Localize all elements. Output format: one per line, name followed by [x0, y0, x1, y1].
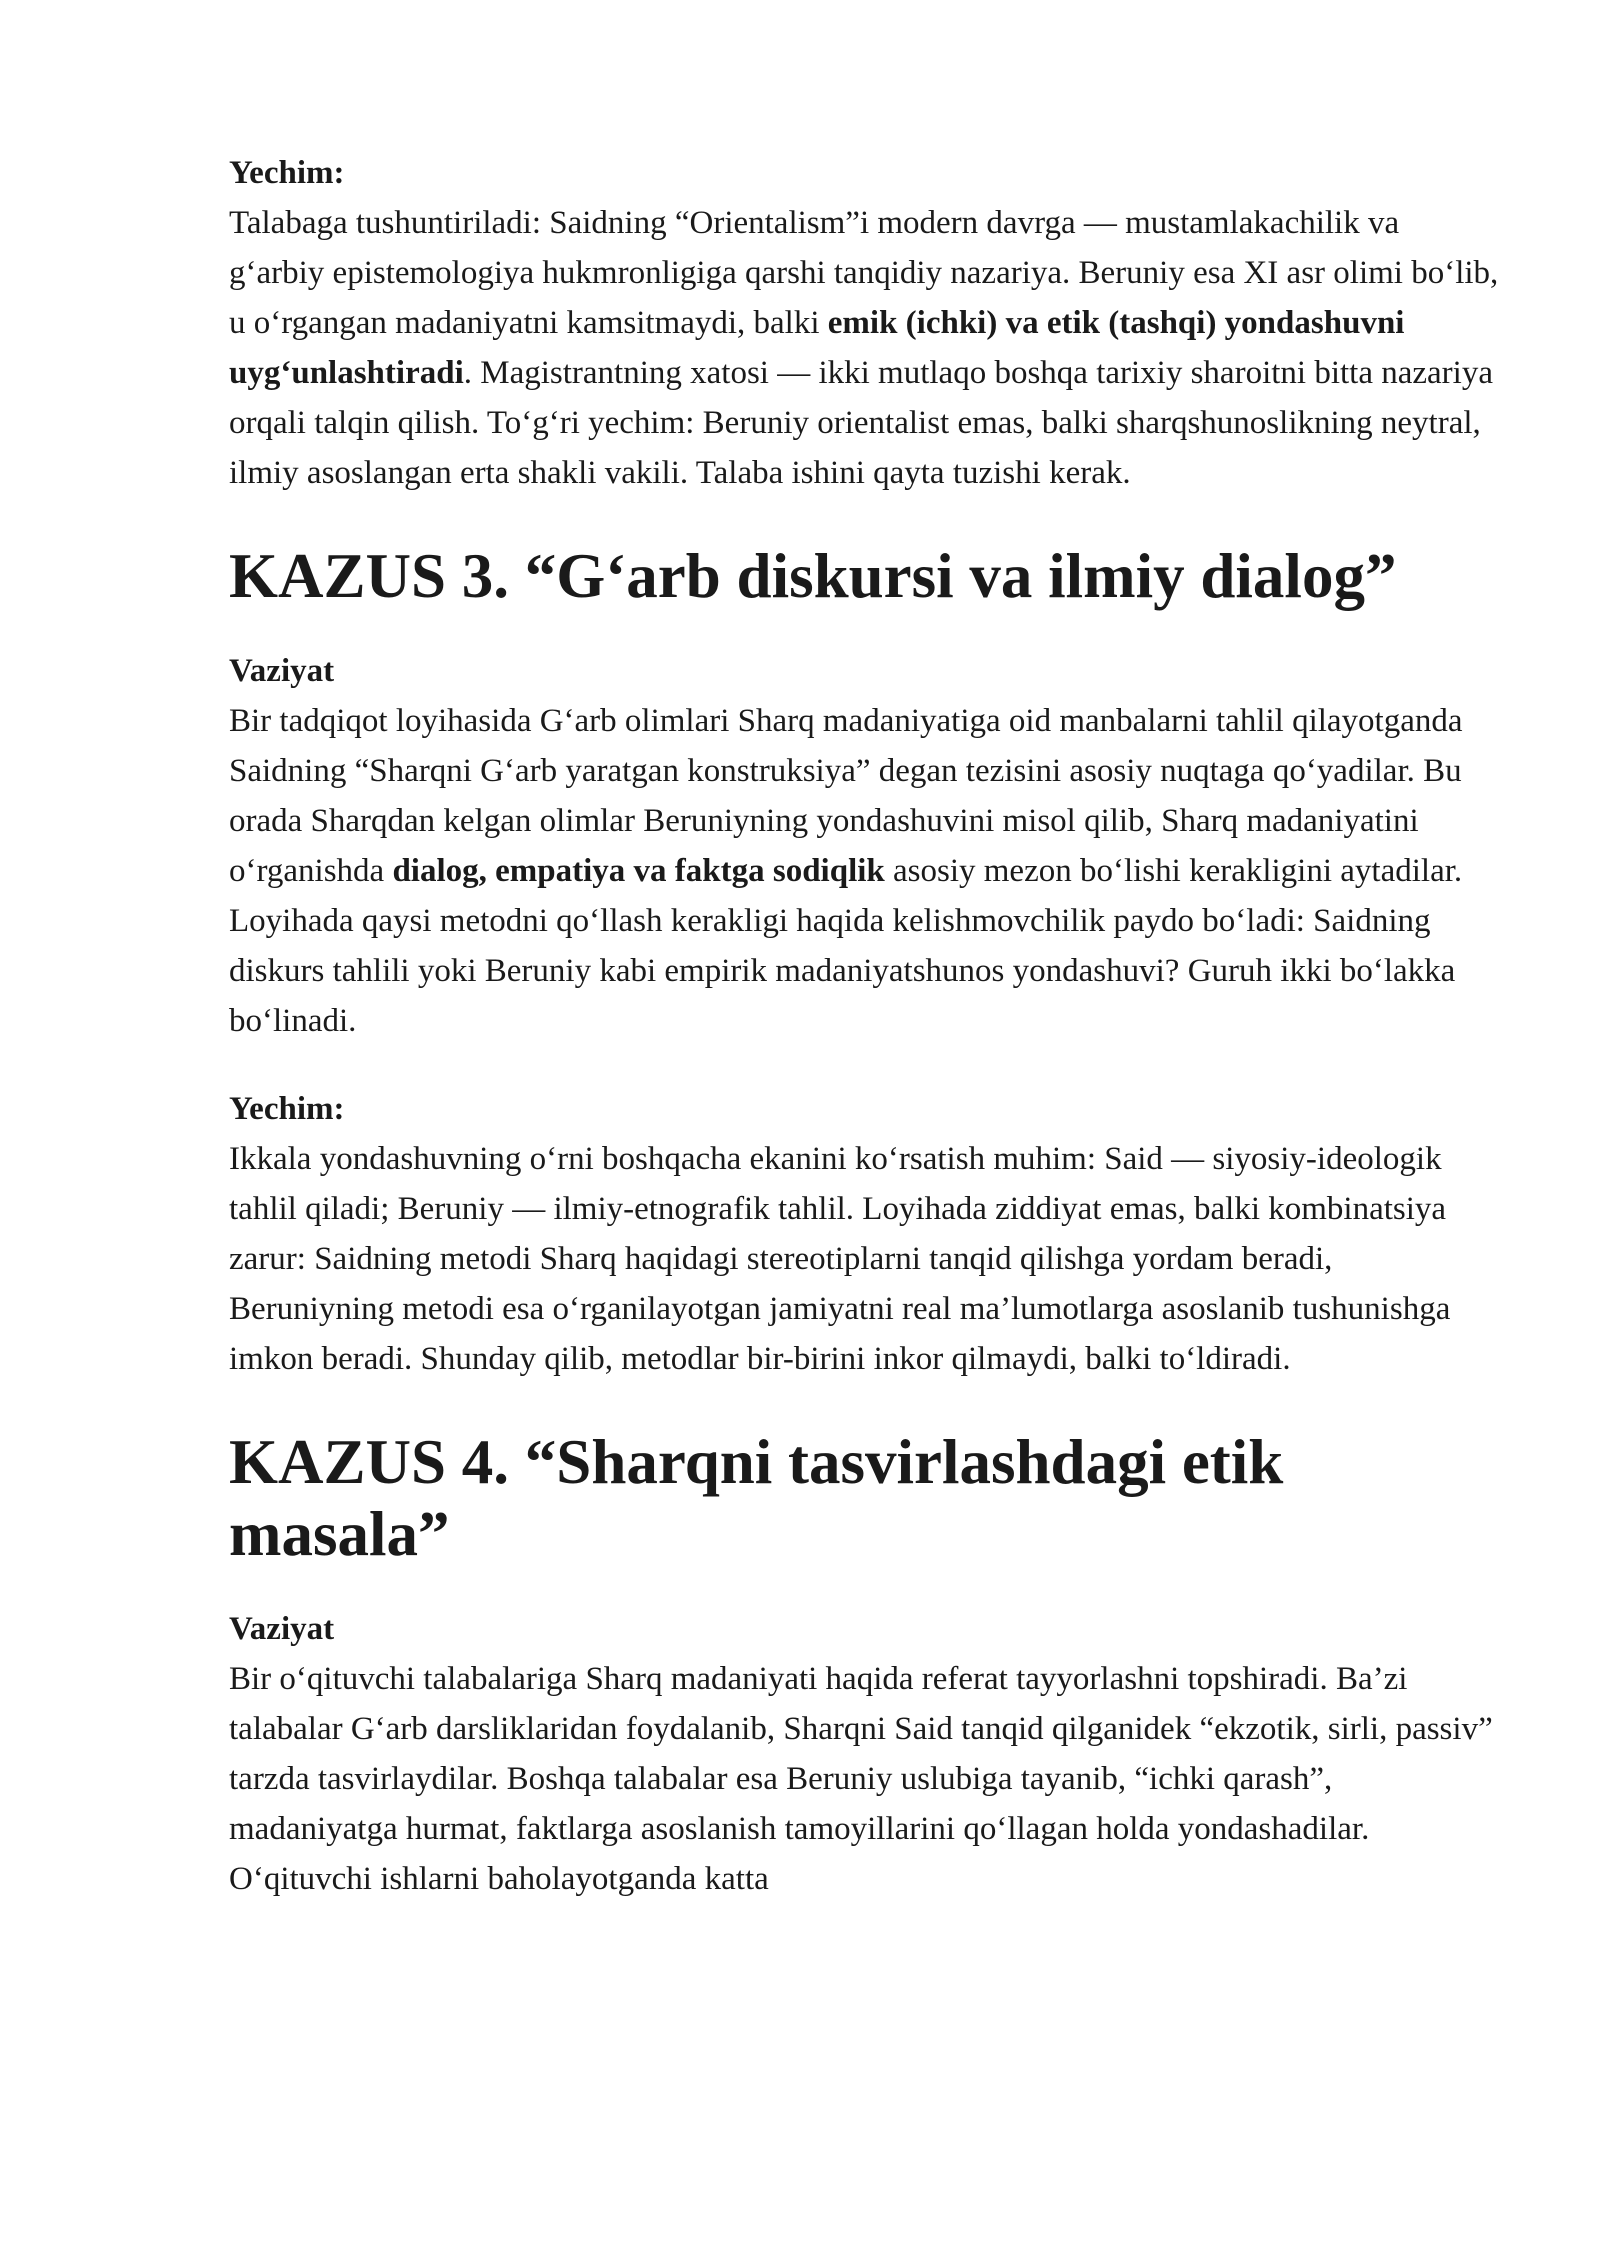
situation-label: Vaziyat	[229, 653, 335, 689]
situation-text-part: asosiy mezon bo‘lishi kerakligini aytadilar. Loyihada qaysi metodni qo‘llash kerakligi haqida kelishmovchilik paydo bo‘ladi: Saidning diskurs tahlili yoki Beruniy kabi empirik madaniyatshunos yondashuvi? Guruh ikki bo‘lakka bo‘linadi.	[229, 853, 1463, 1039]
situation-bold-phrase: dialog, empatiya va faktga sodiqlik	[392, 853, 885, 889]
kazus-4-heading: KAZUS 4. “Sharqni tasvirlashdagi etik masala”	[229, 1427, 1284, 1569]
situation-label: Vaziyat	[229, 1611, 335, 1647]
situation-paragraph: Bir o‘qituvchi talabalariga Sharq madaniyati haqida referat tayyorlashni topshiradi. Ba’zi talabalar G‘arb darsliklaridan foydalanib, Sharqni Said tanqid qilganidek “ekzotik, sirli, passiv” tarzda tasvirlaydilar. Boshqa talabalar esa Beruniy uslubiga tayanib, “ichki qarash”, madaniyatga hurmat, faktlarga asoslanish tamoyillarini qo‘llagan holda yondashadilar. O‘qituvchi ishlarni baholayotganda katta	[229, 1661, 1493, 1897]
situation-text-part: Bir tadqiqot loyihasida G‘arb olimlari Sharq madaniyatiga oid manbalarni tahlil qilayotganda Saidning “Sharqni G‘arb yaratgan konstruksiya” degan tezisini asosiy nuqtaga qo‘yadilar. Bu orada Sharqdan kelgan olimlar Beruniyning yondashuvini misol qilib, Sharq madaniyatini o‘rganishda	[229, 703, 1463, 889]
kazus-3-heading: KAZUS 3. “G‘arb diskursi va ilmiy dialog”	[229, 541, 1397, 611]
situation-paragraph	[229, 696, 1499, 1046]
solution-paragraph	[229, 198, 1499, 498]
solution-bold-phrase: emik (ichki) va etik (tashqi) yondashuvni uyg‘unlashtiradi	[229, 305, 1405, 391]
solution-text-part: Talabaga tushuntiriladi: Saidning “Orientalism”i modern davrga — mustamlakachilik va g‘arbiy epistemologiya hukmronligiga qarshi tanqidiy nazariya. Beruniy esa XI asr olimi bo‘lib, u o‘rgangan madaniyatni kamsitmaydi, balki	[229, 205, 1499, 341]
solution-paragraph: Ikkala yondashuvning o‘rni boshqacha ekanini ko‘rsatish muhim: Said — siyosiy-ideologik tahlil qiladi; Beruniy — ilmiy-etnografik tahlil. Loyihada ziddiyat emas, balki kombinatsiya zarur: Saidning metodi Sharq haqidagi stereotiplarni tanqid qilishga yordam beradi, Beruniyning metodi esa o‘rganilayotgan jamiyatni real ma’lumotlarga asoslanib tushunishga imkon beradi. Shunday qilib, metodlar bir-birini inkor qilmaydi, balki to‘ldiradi.	[229, 1141, 1451, 1377]
document-page	[229, 148, 1499, 1904]
solution-label: Yechim:	[229, 155, 345, 191]
solution-label: Yechim:	[229, 1091, 345, 1127]
solution-text-part: . Magistrantning xatosi — ikki mutlaqo boshqa tarixiy sharoitni bitta nazariya orqali talqin qilish. To‘g‘ri yechim: Beruniy orientalist emas, balki sharqshunoslikning neytral, ilmiy asoslangan erta shakli vakili. Talaba ishini qayta tuzishi kerak.	[229, 355, 1493, 491]
